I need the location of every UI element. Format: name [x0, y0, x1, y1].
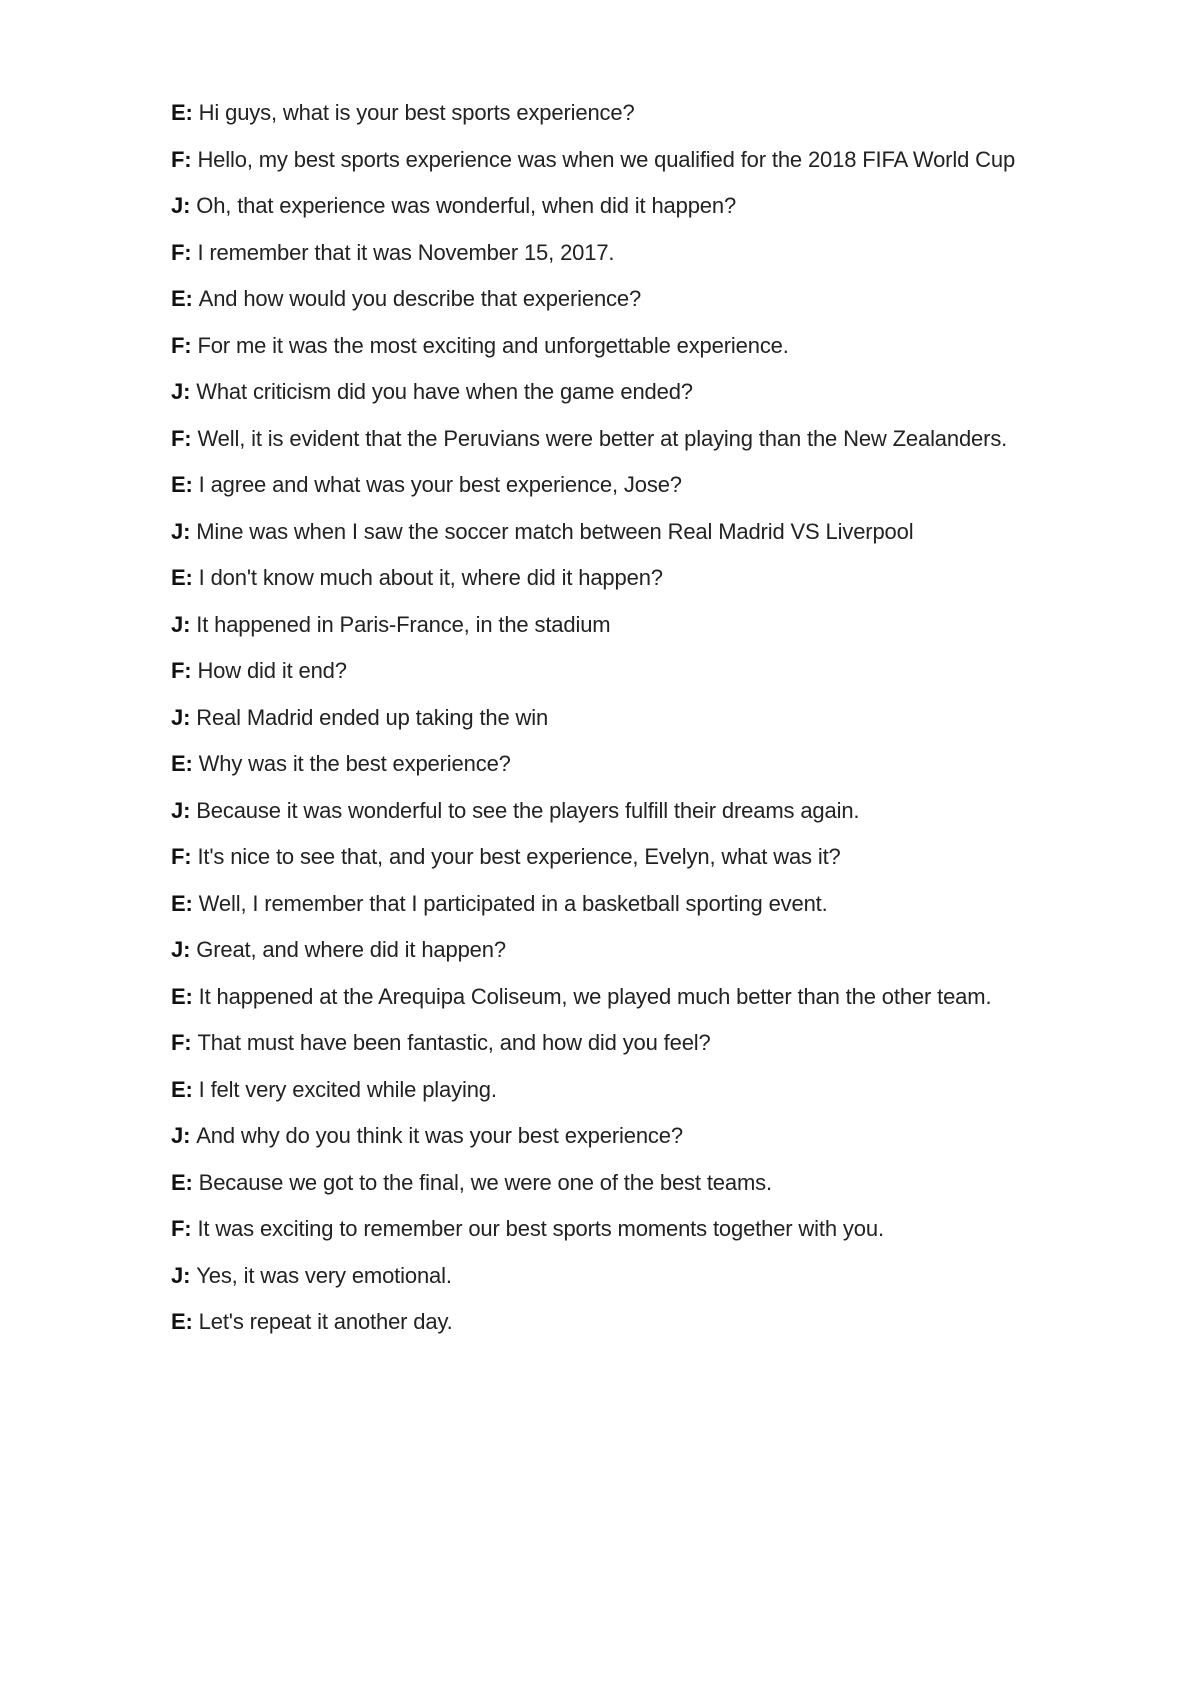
- speaker-label: J:: [171, 1262, 191, 1288]
- speaker-label: E:: [171, 286, 193, 311]
- line-text: It happened at the Arequipa Coliseum, we played much better than the other team.: [198, 983, 992, 1009]
- speaker-label: E:: [171, 983, 193, 1009]
- dialogue-line: [171, 935, 1033, 965]
- line-text: That must have been fantastic, and how did you feel?: [197, 1030, 711, 1055]
- line-text: I remember that it was November 15, 2017.: [197, 239, 615, 265]
- dialogue-line: [171, 703, 1033, 733]
- line-text: Well, it is evident that the Peruvians were better at playing than the New Zealanders.: [197, 425, 1008, 451]
- speaker-label: F:: [171, 425, 192, 451]
- speaker-label: J:: [171, 937, 191, 962]
- dialogue-line: [171, 470, 1033, 500]
- speaker-label: J:: [171, 797, 191, 823]
- line-text: Because it was wonderful to see the players fulfill their dreams again.: [196, 797, 860, 823]
- dialogue-line: [171, 1214, 1033, 1244]
- dialogue-line: [171, 656, 1033, 686]
- dialogue-line: [171, 889, 1033, 919]
- line-text: I don't know much about it, where did it happen?: [198, 565, 663, 590]
- dialogue-line: [171, 98, 1033, 128]
- dialogue-line: [171, 238, 1033, 268]
- line-text: Yes, it was very emotional.: [196, 1262, 452, 1288]
- speaker-label: E:: [171, 890, 193, 916]
- dialogue-line: [171, 1307, 1033, 1337]
- speaker-label: E:: [171, 751, 193, 776]
- speaker-label: J:: [171, 704, 191, 730]
- line-text: Oh, that experience was wonderful, when did it happen?: [196, 193, 737, 218]
- dialogue-line: [171, 517, 1033, 547]
- line-text: Mine was when I saw the soccer match between Real Madrid VS Liverpool: [196, 518, 914, 544]
- speaker-label: J:: [171, 518, 191, 544]
- speaker-label: F:: [171, 332, 192, 358]
- line-text: Hi guys, what is your best sports experience?: [198, 100, 635, 125]
- dialogue-line: [171, 563, 1033, 593]
- line-text: Hello, my best sports experience was when we qualified for the 2018 FIFA World Cup: [197, 146, 1016, 172]
- speaker-label: E:: [171, 565, 193, 590]
- speaker-label: J:: [171, 611, 191, 637]
- dialogue-line: [171, 1121, 1033, 1151]
- line-text: It's nice to see that, and your best experience, Evelyn, what was it?: [197, 844, 841, 869]
- line-text: And how would you describe that experience?: [198, 286, 642, 311]
- dialogue-line: [171, 331, 1033, 361]
- speaker-label: E:: [171, 1169, 193, 1195]
- speaker-label: E:: [171, 472, 193, 497]
- dialogue-line: [171, 424, 1033, 454]
- dialogue-line: [171, 842, 1033, 872]
- speaker-label: F:: [171, 146, 192, 172]
- line-text: For me it was the most exciting and unforgettable experience.: [197, 332, 789, 358]
- line-text: What criticism did you have when the game ended?: [196, 379, 693, 404]
- speaker-label: F:: [171, 239, 192, 265]
- line-text: Because we got to the final, we were one of the best teams.: [198, 1169, 772, 1195]
- dialogue-line: [171, 1261, 1033, 1291]
- line-text: It was exciting to remember our best sports moments together with you.: [197, 1216, 884, 1241]
- line-text: I felt very excited while playing.: [198, 1076, 497, 1102]
- line-text: Why was it the best experience?: [198, 751, 511, 776]
- line-text: It happened in Paris-France, in the stadium: [196, 611, 611, 637]
- dialogue-line: [171, 749, 1033, 779]
- dialogue-line: [171, 1075, 1033, 1105]
- speaker-label: F:: [171, 1030, 192, 1055]
- line-text: I agree and what was your best experience, Jose?: [198, 472, 682, 497]
- speaker-label: F:: [171, 658, 192, 683]
- speaker-label: J:: [171, 1123, 191, 1148]
- line-text: How did it end?: [197, 658, 347, 683]
- speaker-label: J:: [171, 379, 191, 404]
- speaker-label: F:: [171, 844, 192, 869]
- dialogue-line: [171, 145, 1033, 175]
- line-text: Well, I remember that I participated in a basketball sporting event.: [198, 890, 828, 916]
- line-text: And why do you think it was your best experience?: [196, 1123, 683, 1148]
- speaker-label: E:: [171, 1076, 193, 1102]
- speaker-label: E:: [171, 1309, 193, 1334]
- line-text: Great, and where did it happen?: [196, 937, 506, 962]
- line-text: Real Madrid ended up taking the win: [196, 704, 549, 730]
- dialogue-line: [171, 796, 1033, 826]
- dialogue-line: [171, 1168, 1033, 1198]
- dialogue-line: [171, 982, 1033, 1012]
- speaker-label: F:: [171, 1216, 192, 1241]
- dialogue-line: [171, 284, 1033, 314]
- dialogue-line: [171, 191, 1033, 221]
- dialogue-line: [171, 377, 1033, 407]
- speaker-label: E:: [171, 100, 193, 125]
- dialogue-line: [171, 1028, 1033, 1058]
- line-text: Let's repeat it another day.: [198, 1309, 453, 1334]
- speaker-label: J:: [171, 193, 191, 218]
- dialogue-transcript: [171, 98, 1033, 1354]
- dialogue-line: [171, 610, 1033, 640]
